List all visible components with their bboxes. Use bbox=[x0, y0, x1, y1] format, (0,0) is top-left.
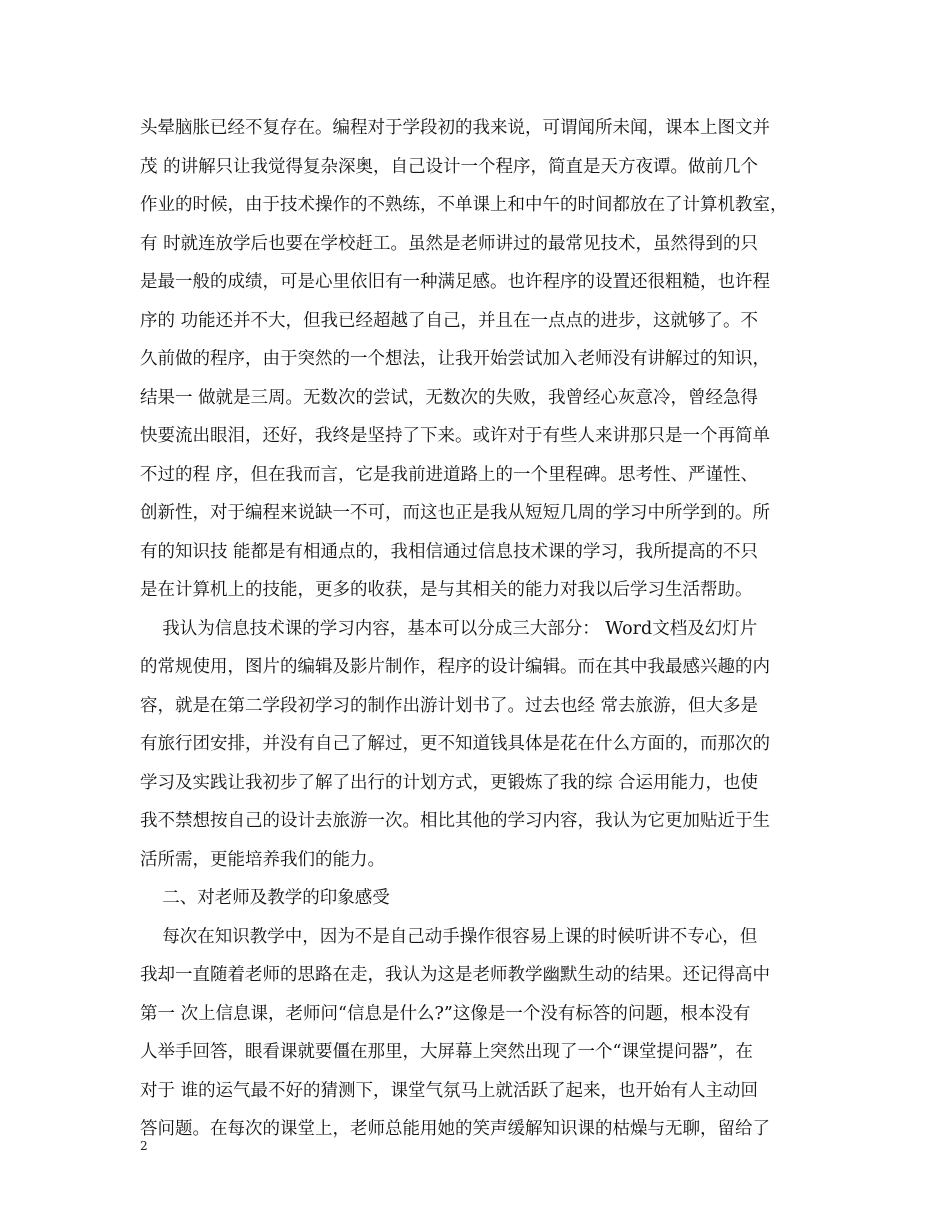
text-line: 第一 次上信息课，老师问“信息是什么?”这像是一个没有标答的问题，根本没有 bbox=[140, 1003, 751, 1024]
text-line: 人举手回答，眼看课就要僵在那里，大屏幕上突然出现了一个“课堂提问器”，在 bbox=[140, 1042, 753, 1062]
text-line: 对于 谁的运气最不好的猜测下，课堂气氛马上就活跃了起来，也开始有人主动回 bbox=[140, 1080, 759, 1101]
text-line: 头晕脑胀已经不复存在。编程对于学段初的我来说，可谓闻所未闻，课本上图文并 bbox=[140, 118, 770, 138]
text-line: 是最一般的成绩，可是心里依旧有一种满足感。也许程序的设置还很粗糙，也许程 bbox=[140, 272, 770, 292]
text-line: 每次在知识教学中，因为不是自己动手操作很容易上课的时候听讲不专心，但 bbox=[140, 926, 758, 947]
text-line: 有的知识技 能都是有相通点的，我相信通过信息技术课的学习，我所提高的不只 bbox=[140, 541, 759, 562]
text-line: 活所需，更能培养我们的能力。 bbox=[140, 849, 385, 870]
text-line: 容，就是在第二学段初学习的制作出游计划书了。过去也经 常去旅游，但大多是 bbox=[140, 695, 759, 716]
text-line: 作业的时候，由于技术操作的不熟练，不单课上和中午的时间都放在了计算机教室， bbox=[140, 195, 788, 215]
text-line: 二、对老师及教学的印象感受 bbox=[140, 888, 390, 908]
text-line: 有 时就连放学后也要在学校赶工。虽然是老师讲过的最常见技术，虽然得到的只 bbox=[140, 233, 759, 254]
text-line: 我却一直随着老师的思路在走，我认为这是老师教学幽默生动的结果。还记得高中 bbox=[140, 965, 770, 985]
text-line: 不过的程 序，但在我而言，它是我前进道路上的一个里程碑。思考性、严谨性、 bbox=[140, 464, 759, 485]
text-line: 序的 功能还并不大，但我已经超越了自己，并且在一点点的进步，这就够了。不 bbox=[140, 310, 759, 331]
text-line: 我认为信息技术课的学习内容，基本可以分成三大部分： Word文档及幻灯片 bbox=[140, 618, 758, 639]
text-line: 茂 的讲解只让我觉得复杂深奥，自己设计一个程序，简直是天方夜谭。做前几个 bbox=[140, 156, 759, 177]
text-line: 创新性，对于编程来说缺一不可，而这也正是我从短短几周的学习中所学到的。所 bbox=[140, 503, 770, 523]
text-line: 结果一 做就是三周。无数次的尝试，无数次的失败，我曾经心灰意冷，曾经急得 bbox=[140, 387, 759, 408]
text-line: 快要流出眼泪，还好，我终是坚持了下来。或许对于有些人来讲那只是一个再简单 bbox=[140, 426, 770, 446]
text-line: 是在计算机上的技能，更多的收获，是与其相关的能力对我以后学习生活帮助。 bbox=[140, 580, 753, 600]
text-line: 有旅行团安排，并没有自己了解过，更不知道钱具体是花在什么方面的，而那次的 bbox=[140, 734, 770, 754]
text-line: 的常规使用，图片的编辑及影片制作，程序的设计编辑。而在其中我最感兴趣的内 bbox=[140, 657, 770, 677]
body-text bbox=[140, 109, 820, 1149]
page-number: 2 bbox=[140, 1139, 148, 1153]
text-line: 答问题。在每次的课堂上，老师总能用她的笑声缓解知识课的枯燥与无聊，留给了 bbox=[140, 1119, 770, 1139]
text-line: 久前做的程序，由于突然的一个想法，让我开始尝试加入老师没有讲解过的知识， bbox=[140, 349, 770, 369]
text-line: 学习及实践让我初步了解了出行的计划方式，更锻炼了我的综 合运用能力，也使 bbox=[140, 772, 759, 793]
text-line: 我不禁想按自己的设计去旅游一次。相比其他的学习内容，我认为它更加贴近于生 bbox=[140, 811, 770, 831]
